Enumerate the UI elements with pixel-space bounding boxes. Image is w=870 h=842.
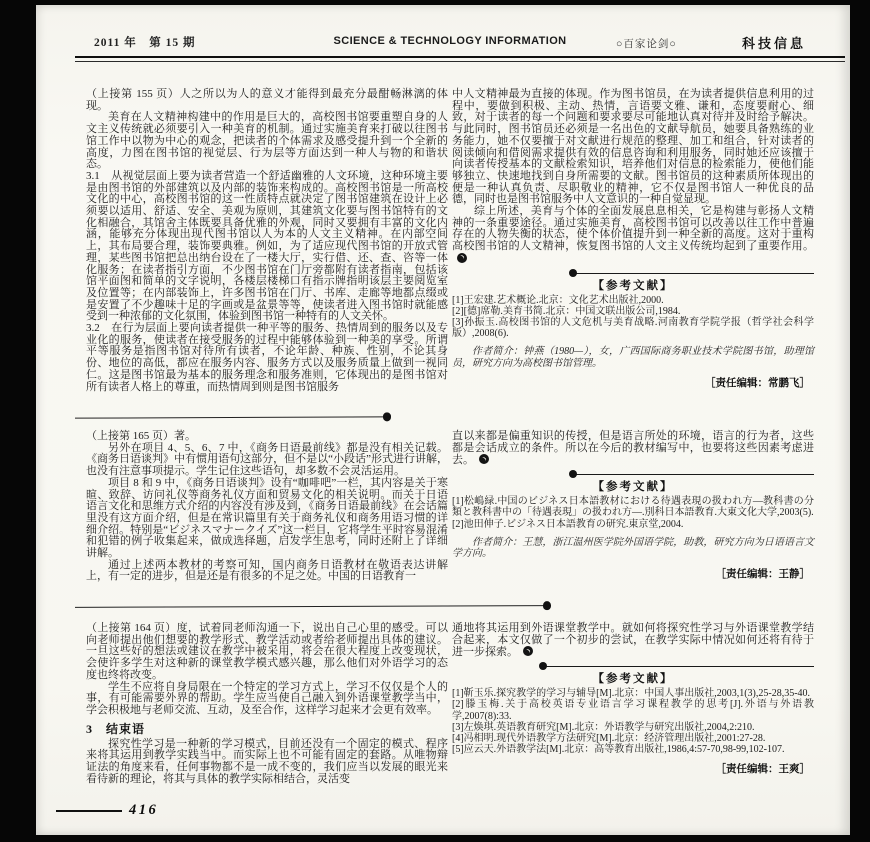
body-paragraph: 中人文精神最为直接的体现。作为图书馆员，在为读者提供信息利用的过程中，要做到积极、主动、热情，言语要文雅、谦和，态度要耐心、细致，对于读者的每一个问题和要求要尽可能地认真对待并及时给予解决。与此同时，图书馆员还必须是一名出色的文献导航员，她要具备熟练的业务能力，她不仅要擅于对文献进行规范的整理、加工和组合，针对读者的阅读倾向和借阅需求提供有效的信息咨询和利用服务，同时她还应该擅于向读者传授基本的文献检索知识，培养他们对信息的检索能力，使他们能够独立、快速地找到自身所需要的文献。图书馆员的这种素质所体现出的便是一种认真负责、尽职敬业的精神，它不仅是图书馆人一种优良的品德，同时也是图书馆服务中人文意识的一种自觉显现。 [452,88,814,206]
body-paragraph: 探究性学习是一种新的学习模式，目前还没有一个固定的模式、程序来将其运用到教学实践当中。而实际上也不可能有固定的套路。从唯物辩证法的角度来看，任何事物都不是一成不变的，我们应当以发展的眼光来看待新的理论，将其与具体的教学实际相结合，灵活变 [86,737,448,785]
reference-item: [3]孙振玉.高校图书馆的人文危机与美育战略.河南教育学院学报（哲学社会科学版）,2008(6). [452,316,814,340]
body-paragraph: 美育在人文精神构建中的作用是巨大的，高校图书馆要重塑自身的人文主义传统就必须要引入一种美育的机制。通过实施美育来打破以往图书馆工作中以物为中心的观念，把读者的个体需求及感受提升到一个全新的高度，力图在图书馆的视觉层、行为层等方面达到一种人与物的和谐状态。 [86,111,448,171]
references-title: 【参考文献】 [592,673,674,686]
references-separator [572,474,814,475]
reference-item: [1]王宏建.艺术概论.北京：文化艺术出版社,2000. [452,294,664,306]
reference-item: [1]靳玉乐.探究教学的学习与辅导[M].北京：中国人事出版社,2003,1(3),25-28,35-40. [452,688,811,700]
article1-right-column [452,89,814,390]
separator-dot [539,662,547,670]
closing-text: 综上所述，美育与个体的全面发展息息相关，它是构建与彰扬人文精神的一条重要途径。通过实施美育，高校图书馆可以改善以往工作中普遍存在的人物失衡的状态，使个体价值提升到一种全新的高度。这对于重构高校图书馆的人文精神，恢复图书馆的人文主义传统均起到了重要作用。 [452,205,814,253]
reference-item: [2]池田伸子.ビジネス日本語教育の研究.東京堂,2004. [452,518,684,530]
body-paragraph: 通过上述两本教材的考察可知，国内商务日语教材在敬语表达讲解上，有一定的进步，但是还是有很多的不足之处。中国的日语教育一 [86,558,448,583]
closing-paragraph [452,431,814,467]
page-number [56,802,158,819]
author-bio: 作者简介：钟燕（1980—），女，广西国际商务职业技术学院图书馆，助理馆员，研究方向为高校图书馆管理。 [452,346,814,369]
author-bio: 作者简介：王慧，浙江温州医学院外国语学院，助教，研究方向为日语语言文学方向。 [452,536,814,560]
references-title: 【参考文献】 [592,279,674,292]
article-divider [75,605,547,608]
reference-item: [1]松嶋緑.中国のビジネス日本語教材における待遇表現の扱われ方―教科書の分類と教科書中の「待遇表現」の扱われ方―.別科日本語教育.大東文化大学,2003(5). [452,496,814,519]
continuation-paragraph: （上接第 155 页）人之所以为人的意义才能得到最充分最酣畅淋漓的体现。 [86,88,448,112]
separator-dot [569,470,577,478]
article3-right-column [452,623,814,776]
article2-right-column [452,431,814,580]
reference-item: [4]冯相明.现代外语教学方法研究[M].北京：经济管理出版社,2001:27-28. [452,732,766,744]
issue-label: 2011 年 第 15 期 [94,37,196,49]
editor-credit: ［责任编辑：王爽］ [715,764,810,776]
closing-paragraph [452,206,814,266]
separator-dot [569,269,577,277]
closing-text: 直以来都是偏重知识的传授，但是语言所处的环境，语言的行为者，这些都是会话成立的条件。所以在今后的教材编写中，也要将这些因素考虑进去。 [452,430,814,467]
page-number-rule [56,810,122,812]
article-divider [75,416,387,418]
journal-title-cn: 科技信息 [742,36,807,51]
editor-credit: ［责任编辑：常鹏飞］ [705,378,810,390]
continuation-paragraph: （上接第 164 页）度，试着同老师沟通一下，说出自己心里的感受。可以向老师提出他们想要的教学形式、教学活动或者给老师提出具体的建议。一旦这些好的想法或建议在教学中被采用，将会在很大程度上改变现状，会使许多学生对这种新的课堂教学模式感兴趣，那么他们对外语学习的态度也终将改变。 [86,622,448,681]
article1-left-column [86,89,448,393]
closing-text: 通地将其运用到外语课堂教学中。就如何将探究性学习与外语课堂教学结合起来，本文仅做了一个初步的尝试，在教学实际中情况如何还将有待于进一步探索。 [452,622,814,659]
article2-left-column [86,431,448,583]
editor-credit: ［责任编辑：王静］ [715,568,810,580]
reference-item: [2][德]席勒.美育书简.北京：中国文联出版公司,1984. [452,305,681,317]
reference-item: [2]滕玉梅.关于高校英语专业语言学习课程教学的思考[J].外语与外语教学,2007(8):33. [452,699,814,722]
page-number-value: 416 [129,802,159,818]
closing-paragraph [452,623,814,659]
journal-page [36,5,850,835]
body-paragraph: 项目 8 和 9 中，《商务日语谈判》设有“咖啡吧”一栏，其内容是关于寒暄、致辞、访问礼仪等商务礼仪方面和贸易文化的相关说明。而关于日语语言文化和思维方式介绍的内容没有涉及到，《商务日语最前线》在会话篇里没有这方面介绍，但是在常识篇里有关于商务礼仪和商务用语习惯的详细介绍。特别是“ビジネスマナークイズ”这一栏目，它将学生平时容易混淆和犯错的例子收集起来，做成选择题，启发学生思考，同时还附上了详细讲解。 [86,476,448,560]
references-separator [572,273,814,274]
end-of-article-icon [479,454,489,464]
end-of-article-icon [457,253,467,263]
references-separator [542,666,814,667]
continuation-paragraph: （上接第 165 页）著。 [86,430,196,442]
end-of-article-icon [523,646,533,656]
section-heading: 3 结束语 [86,721,146,736]
column-label: ○百家论剑○ [616,39,677,50]
section-3-1-paragraph: 3.1 从视觉层面上要为读者营造一个舒适幽雅的人文环境，这种环境主要是由图书馆的外部建筑以及内部的装饰来构成的。高校图书馆是一所高校文化的中心，高校图书馆的这一性质特点就决定了图书馆建筑在设计上必须要以适用、舒适、安全、美观为原则，其建筑文化要与图书馆特有的文化相融合，其馆舍主体既要具备优雅的外观，同时又要拥有丰富的文化内涵，能够充分体现出现代图书馆以人为本的人文主义精神。在内部空间上，其布局要合理，装饰要典雅。例如，为了适应现代图书馆的开放式管理，某些图书馆把总出纳台设在了一楼大厅，实行借、还、查、咨等一体化服务；在读者指引方面，不少图书馆在门厅旁都附有读者指南，包括该馆平面图和简单的文字说明，各楼层楼梯口有指示牌指明该层主要阅览室及位置等；在内部装饰上，许多图书馆在门厅、书库、走廊等地都点缀或是安置了不少趣味十足的字画或是盆景等等，使读者进入图书馆时就能感受到一种浓郁的文化氛围，体验到图书馆一种特有的人文关怀。 [86,169,448,323]
body-paragraph: 另外在项目 4、5、6、7 中，《商务日语最前线》都是没有相关记载。《商务日语谈判》中有惯用语句这部分，但不是以“小段话”形式进行讲解，也没有注意事项提示。学生记住这些语句，却多数不会灵活运用。 [86,441,448,478]
section-3-2-paragraph: 3.2 在行为层面上要向读者提供一种平等的服务、热情周到的服务以及专业化的服务，使读者在接受服务的过程中能够体验到一种美的享受。所谓平等服务是指图书馆对待所有读者，不论年龄、种族、性别，不论其身份、地位的高低，都应在服务内容、服务方式以及服务质量上做到一视同仁。这是图书馆最为基本的服务理念和服务准则，它体现出的是图书馆对所有读者人格上的尊重，而热情周到则是图书馆服务 [86,322,448,393]
header-rule [75,56,845,62]
reference-item: [5]应云天.外语教学法[M].北京：高等教育出版社,1986,4:57-70,98-99,102-107. [452,744,785,756]
reference-item: [3]左焕琪.英语教育研究[M].北京：外语教学与研究出版社,2004,2:210. [452,721,755,733]
journal-title-en: SCIENCE & TECHNOLOGY INFORMATION [333,35,567,47]
divider-dot [382,412,391,421]
article3-left-column [86,623,448,785]
body-paragraph: 学生不应将自身局限在一个特定的学习方式上，学习不仅仅是个人的事，有可能需要外界的帮助。学生应当使自己融入到外语课堂教学当中，学会积极地与老师交流、互动，及至合作，这样学习起来才会更有效率。 [86,680,448,716]
references-title: 【参考文献】 [592,481,674,494]
divider-dot [542,601,551,610]
